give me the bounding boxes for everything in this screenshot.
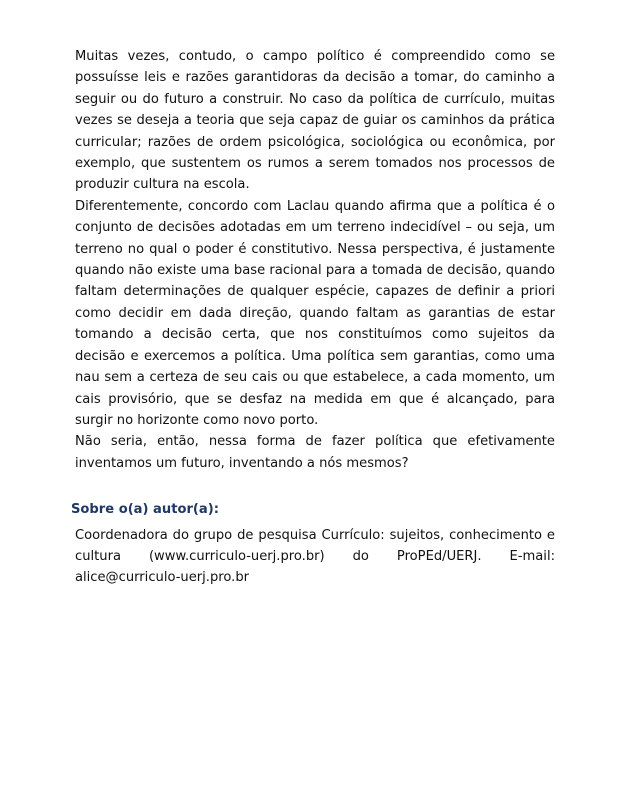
body-paragraph-2: Diferentemente, concordo com Laclau quando afirma que a política é o conjunto de decisões adotadas em um terreno indecidível – ou seja, um terreno no qual o poder é constitutivo. Nessa perspectiva, é justamente quando não existe uma base racional para a tomada de decisão, quando faltam determinações de qualquer espécie, capazes de definir a priori como decidir em dada direção, quando faltam as garantias de estar tomando a decisão certa, que nos constituímos como sujeitos da decisão e exercemos a política. Uma política sem garantias, como uma nau sem a certeza de seu cais ou que estabelece, a cada momento, um cais provisório, que se desfaz na medida em que é alcançado, para surgir no horizonte como novo porto. (75, 198, 555, 428)
document-page (71, 46, 555, 589)
author-section-heading: Sobre o(a) autor(a): (71, 502, 219, 518)
body-paragraph-3: Não seria, então, nessa forma de fazer política que efetivamente inventamos um futuro, inventando a nós mesmos? (75, 434, 555, 471)
author-bio-paragraph: Coordenadora do grupo de pesquisa Currículo: sujeitos, conhecimento e cultura (www.curriculo-uerj.pro.br) do ProPEd/UERJ. E-mail: alice@curriculo-uerj.pro.br (75, 527, 555, 586)
body-paragraph-1: Muitas vezes, contudo, o campo político é compreendido como se possuísse leis e razões garantidoras da decisão a tomar, do caminho a seguir ou do futuro a construir. No caso da política de currículo, muitas vezes se deseja a teoria que seja capaz de guiar os caminhos da prática curricular; razões de ordem psicológica, sociológica ou econômica, por exemplo, que sustentem os rumos a serem tomados nos processos de produzir cultura na escola. (75, 49, 555, 193)
